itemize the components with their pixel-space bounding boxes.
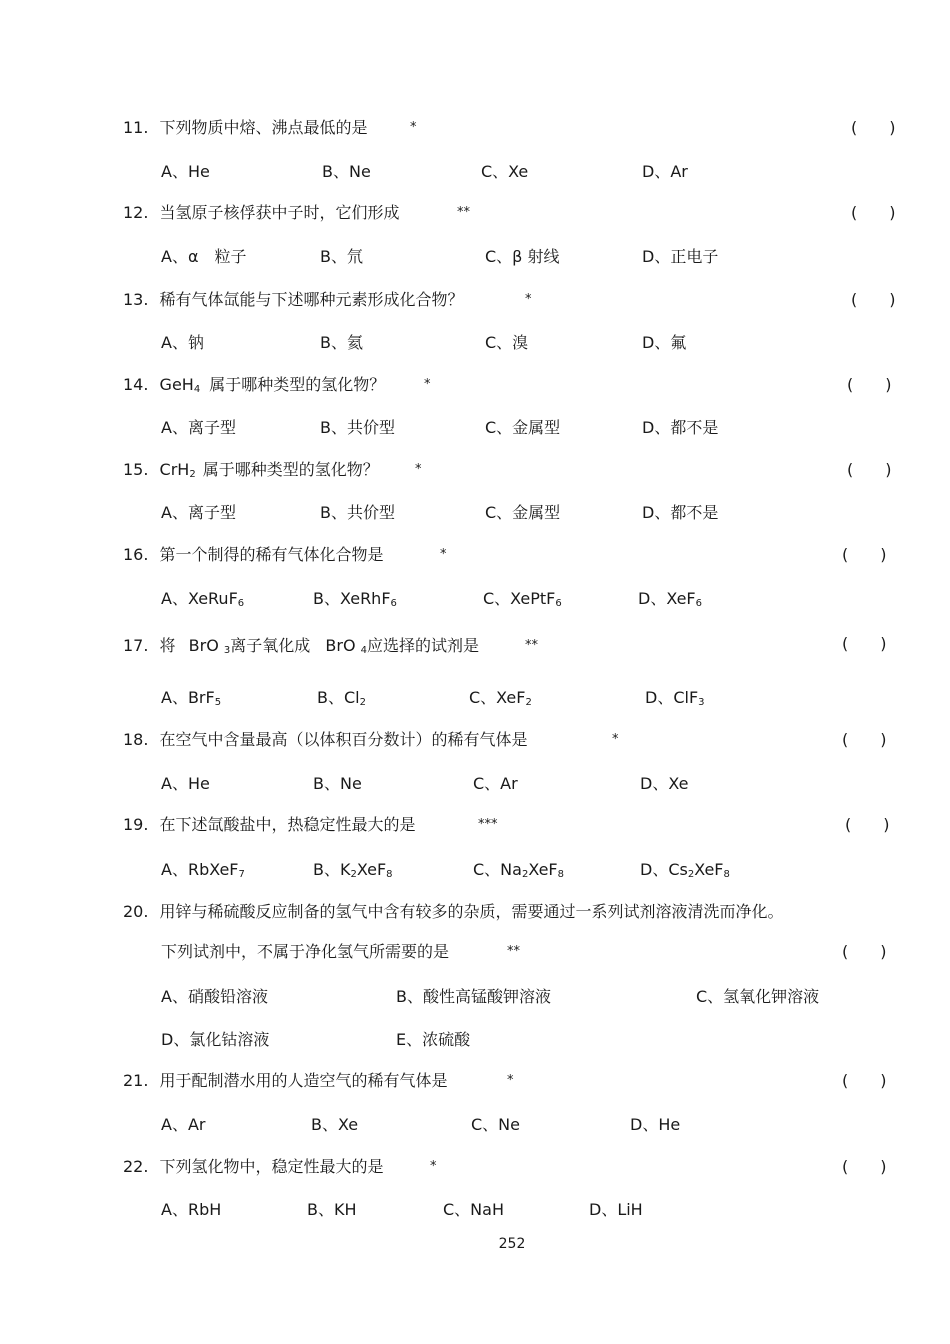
formula-subscript: 2 bbox=[521, 869, 529, 880]
difficulty-stars: * bbox=[424, 377, 431, 392]
question-number: 12. bbox=[123, 203, 149, 222]
question-text: 在空气中含量最高（以体积百分数计）的稀有气体是 bbox=[159, 730, 528, 749]
option-text: XeF bbox=[694, 860, 724, 879]
question-13-stem bbox=[123, 290, 464, 310]
difficulty-stars: *** bbox=[478, 817, 498, 832]
option-text: C、XeF bbox=[469, 688, 526, 707]
answer-blank: ( ) bbox=[842, 1157, 887, 1176]
formula-subscript: 5 bbox=[214, 697, 222, 708]
option-d bbox=[640, 860, 730, 880]
option-text: D、ClF bbox=[645, 688, 699, 707]
question-number: 17. bbox=[123, 636, 149, 655]
question-number: 13. bbox=[123, 290, 149, 309]
option-text: A、XeRuF bbox=[161, 589, 238, 608]
formula-crh2 bbox=[160, 460, 196, 479]
option-b: B、KH bbox=[307, 1200, 357, 1219]
answer-blank: ( ) bbox=[851, 203, 896, 222]
option-c: C、Ar bbox=[473, 774, 518, 793]
difficulty-stars: * bbox=[507, 1073, 514, 1088]
option-b: B、氘 bbox=[320, 247, 363, 266]
option-e: E、浓硫酸 bbox=[396, 1030, 471, 1049]
formula-text: BrO bbox=[325, 636, 356, 655]
question-number: 16. bbox=[123, 545, 149, 564]
answer-blank: ( ) bbox=[847, 375, 892, 394]
formula-subscript: 2 bbox=[687, 869, 695, 880]
option-text: D、Cs bbox=[640, 860, 688, 879]
question-text: 稀有气体氙能与下述哪种元素形成化合物？ bbox=[159, 290, 464, 309]
option-b: B、共价型 bbox=[320, 503, 395, 522]
difficulty-stars: * bbox=[410, 120, 417, 135]
option-a bbox=[161, 589, 244, 609]
formula-subscript: 6 bbox=[237, 598, 245, 609]
option-d: D、氟 bbox=[642, 333, 687, 352]
question-text: 当氢原子核俘获中子时，它们形成 bbox=[159, 203, 400, 222]
question-text: 离子氧化成 bbox=[230, 636, 311, 655]
question-number: 20. bbox=[123, 902, 149, 921]
option-c: C、Ne bbox=[471, 1115, 520, 1134]
formula-subscript: 8 bbox=[386, 869, 393, 880]
question-number: 19. bbox=[123, 815, 149, 834]
answer-blank: ( ) bbox=[845, 815, 890, 834]
question-number: 11. bbox=[123, 118, 149, 137]
answer-blank: ( ) bbox=[842, 1071, 887, 1090]
option-d bbox=[638, 589, 702, 609]
option-d: D、Xe bbox=[640, 774, 689, 793]
option-text: B、K bbox=[313, 860, 351, 879]
formula-bro3 bbox=[189, 636, 231, 655]
difficulty-stars: * bbox=[440, 547, 447, 562]
option-a: A、离子型 bbox=[161, 418, 236, 437]
option-d: D、正电子 bbox=[642, 247, 719, 266]
question-text: 第一个制得的稀有气体化合物是 bbox=[159, 545, 384, 564]
formula-subscript: 6 bbox=[695, 598, 702, 609]
difficulty-stars: * bbox=[612, 732, 619, 747]
option-a bbox=[161, 688, 221, 708]
formula-subscript: 2 bbox=[359, 697, 366, 708]
option-b: B、Ne bbox=[313, 774, 362, 793]
option-d: D、LiH bbox=[589, 1200, 643, 1219]
answer-blank: ( ) bbox=[842, 634, 887, 653]
question-20-stem bbox=[123, 902, 784, 922]
formula-subscript: 3 bbox=[223, 645, 231, 656]
option-text: B、Cl bbox=[317, 688, 360, 707]
question-text: 用锌与稀硫酸反应制备的氢气中含有较多的杂质，需要通过一系列试剂溶液清洗而净化。 bbox=[159, 902, 784, 921]
question-text: 将 bbox=[159, 636, 176, 655]
option-text: B、XeRhF bbox=[313, 589, 391, 608]
option-text: XeF bbox=[528, 860, 558, 879]
difficulty-stars: ** bbox=[507, 944, 520, 959]
option-a: A、RbH bbox=[161, 1200, 222, 1219]
difficulty-stars: ** bbox=[525, 638, 538, 653]
formula-subscript: 7 bbox=[238, 869, 245, 880]
formula-subscript: 2 bbox=[525, 697, 532, 708]
formula-geh4 bbox=[160, 375, 201, 394]
question-15-stem bbox=[123, 460, 379, 480]
option-a: A、Ar bbox=[161, 1115, 206, 1134]
option-c: C、氢氧化钾溶液 bbox=[696, 987, 820, 1006]
option-d: D、氯化钴溶液 bbox=[161, 1030, 270, 1049]
option-a: A、钠 bbox=[161, 333, 204, 352]
answer-blank: ( ) bbox=[842, 545, 887, 564]
formula-bro4 bbox=[325, 636, 367, 655]
option-text: C、XePtF bbox=[483, 589, 556, 608]
formula-subscript: 8 bbox=[557, 869, 564, 880]
difficulty-stars: * bbox=[525, 292, 532, 307]
option-text: D、XeF bbox=[638, 589, 696, 608]
question-22-stem bbox=[123, 1157, 384, 1177]
question-text: 用于配制潜水用的人造空气的稀有气体是 bbox=[159, 1071, 448, 1090]
option-text: C、Na bbox=[473, 860, 522, 879]
option-c bbox=[473, 860, 564, 880]
option-d: D、都不是 bbox=[642, 503, 719, 522]
question-16-stem bbox=[123, 545, 384, 565]
option-b bbox=[313, 860, 393, 880]
option-b: B、Ne bbox=[322, 162, 371, 181]
option-d: D、He bbox=[630, 1115, 681, 1134]
question-21-stem bbox=[123, 1071, 448, 1091]
option-b: B、酸性高锰酸钾溶液 bbox=[396, 987, 551, 1006]
answer-blank: ( ) bbox=[842, 942, 887, 961]
option-text: XeF bbox=[356, 860, 387, 879]
question-text: 属于哪种类型的氢化物？ bbox=[209, 375, 386, 394]
formula-text: BrO bbox=[188, 636, 219, 655]
formula-subscript: 2 bbox=[189, 469, 196, 480]
question-text: 属于哪种类型的氢化物？ bbox=[202, 460, 379, 479]
option-c: C、NaH bbox=[443, 1200, 504, 1219]
question-text: 下列氢化物中，稳定性最大的是 bbox=[159, 1157, 384, 1176]
formula-subscript: 6 bbox=[390, 598, 397, 609]
option-d: D、Ar bbox=[642, 162, 688, 181]
answer-blank: ( ) bbox=[851, 118, 896, 137]
option-d: D、都不是 bbox=[642, 418, 719, 437]
formula-subscript: 4 bbox=[360, 645, 368, 656]
formula-subscript: 2 bbox=[350, 869, 357, 880]
option-c bbox=[483, 589, 562, 609]
difficulty-stars: * bbox=[430, 1159, 437, 1174]
question-14-stem bbox=[123, 375, 385, 395]
formula-text: GeH bbox=[159, 375, 194, 394]
question-text: 在下述氙酸盐中，热稳定性最大的是 bbox=[159, 815, 416, 834]
option-d bbox=[645, 688, 705, 708]
question-number: 15. bbox=[123, 460, 149, 479]
formula-subscript: 6 bbox=[555, 598, 562, 609]
question-11-stem bbox=[123, 118, 368, 138]
question-18-stem bbox=[123, 730, 528, 750]
option-a: A、He bbox=[161, 774, 210, 793]
page-number: 252 bbox=[498, 1236, 526, 1252]
option-a: A、α 粒子 bbox=[161, 247, 247, 266]
option-a bbox=[161, 860, 245, 880]
question-text: 下列物质中熔、沸点最低的是 bbox=[159, 118, 368, 137]
question-number: 21. bbox=[123, 1071, 149, 1090]
difficulty-stars: * bbox=[415, 462, 422, 477]
question-17-stem bbox=[123, 636, 479, 656]
option-b bbox=[317, 688, 366, 708]
option-text: A、BrF bbox=[161, 688, 215, 707]
question-number: 18. bbox=[123, 730, 149, 749]
formula-subscript: 8 bbox=[723, 869, 730, 880]
question-19-stem bbox=[123, 815, 416, 835]
option-c: C、金属型 bbox=[485, 503, 561, 522]
option-a: A、离子型 bbox=[161, 503, 236, 522]
option-text: A、RbXeF bbox=[161, 860, 239, 879]
option-b: B、共价型 bbox=[320, 418, 395, 437]
option-c: C、β 射线 bbox=[485, 247, 560, 266]
option-a: A、硝酸铅溶液 bbox=[161, 987, 268, 1006]
question-12-stem bbox=[123, 203, 400, 223]
question-20-stem-continued bbox=[161, 942, 449, 962]
question-text: 应选择的试剂是 bbox=[367, 636, 480, 655]
answer-blank: ( ) bbox=[851, 290, 896, 309]
question-number: 14. bbox=[123, 375, 149, 394]
answer-blank: ( ) bbox=[842, 730, 887, 749]
difficulty-stars: ** bbox=[457, 205, 470, 220]
option-b bbox=[313, 589, 397, 609]
option-b: B、氦 bbox=[320, 333, 363, 352]
formula-text: CrH bbox=[159, 460, 190, 479]
answer-blank: ( ) bbox=[847, 460, 892, 479]
option-a: A、He bbox=[161, 162, 210, 181]
question-number: 22. bbox=[123, 1157, 149, 1176]
option-c: C、金属型 bbox=[485, 418, 561, 437]
question-text: 下列试剂中，不属于净化氢气所需要的是 bbox=[161, 942, 450, 961]
option-b: B、Xe bbox=[311, 1115, 359, 1134]
option-c: C、Xe bbox=[481, 162, 529, 181]
option-c: C、溴 bbox=[485, 333, 529, 352]
formula-subscript: 4 bbox=[193, 384, 201, 395]
option-c bbox=[469, 688, 532, 708]
formula-subscript: 3 bbox=[698, 697, 705, 708]
